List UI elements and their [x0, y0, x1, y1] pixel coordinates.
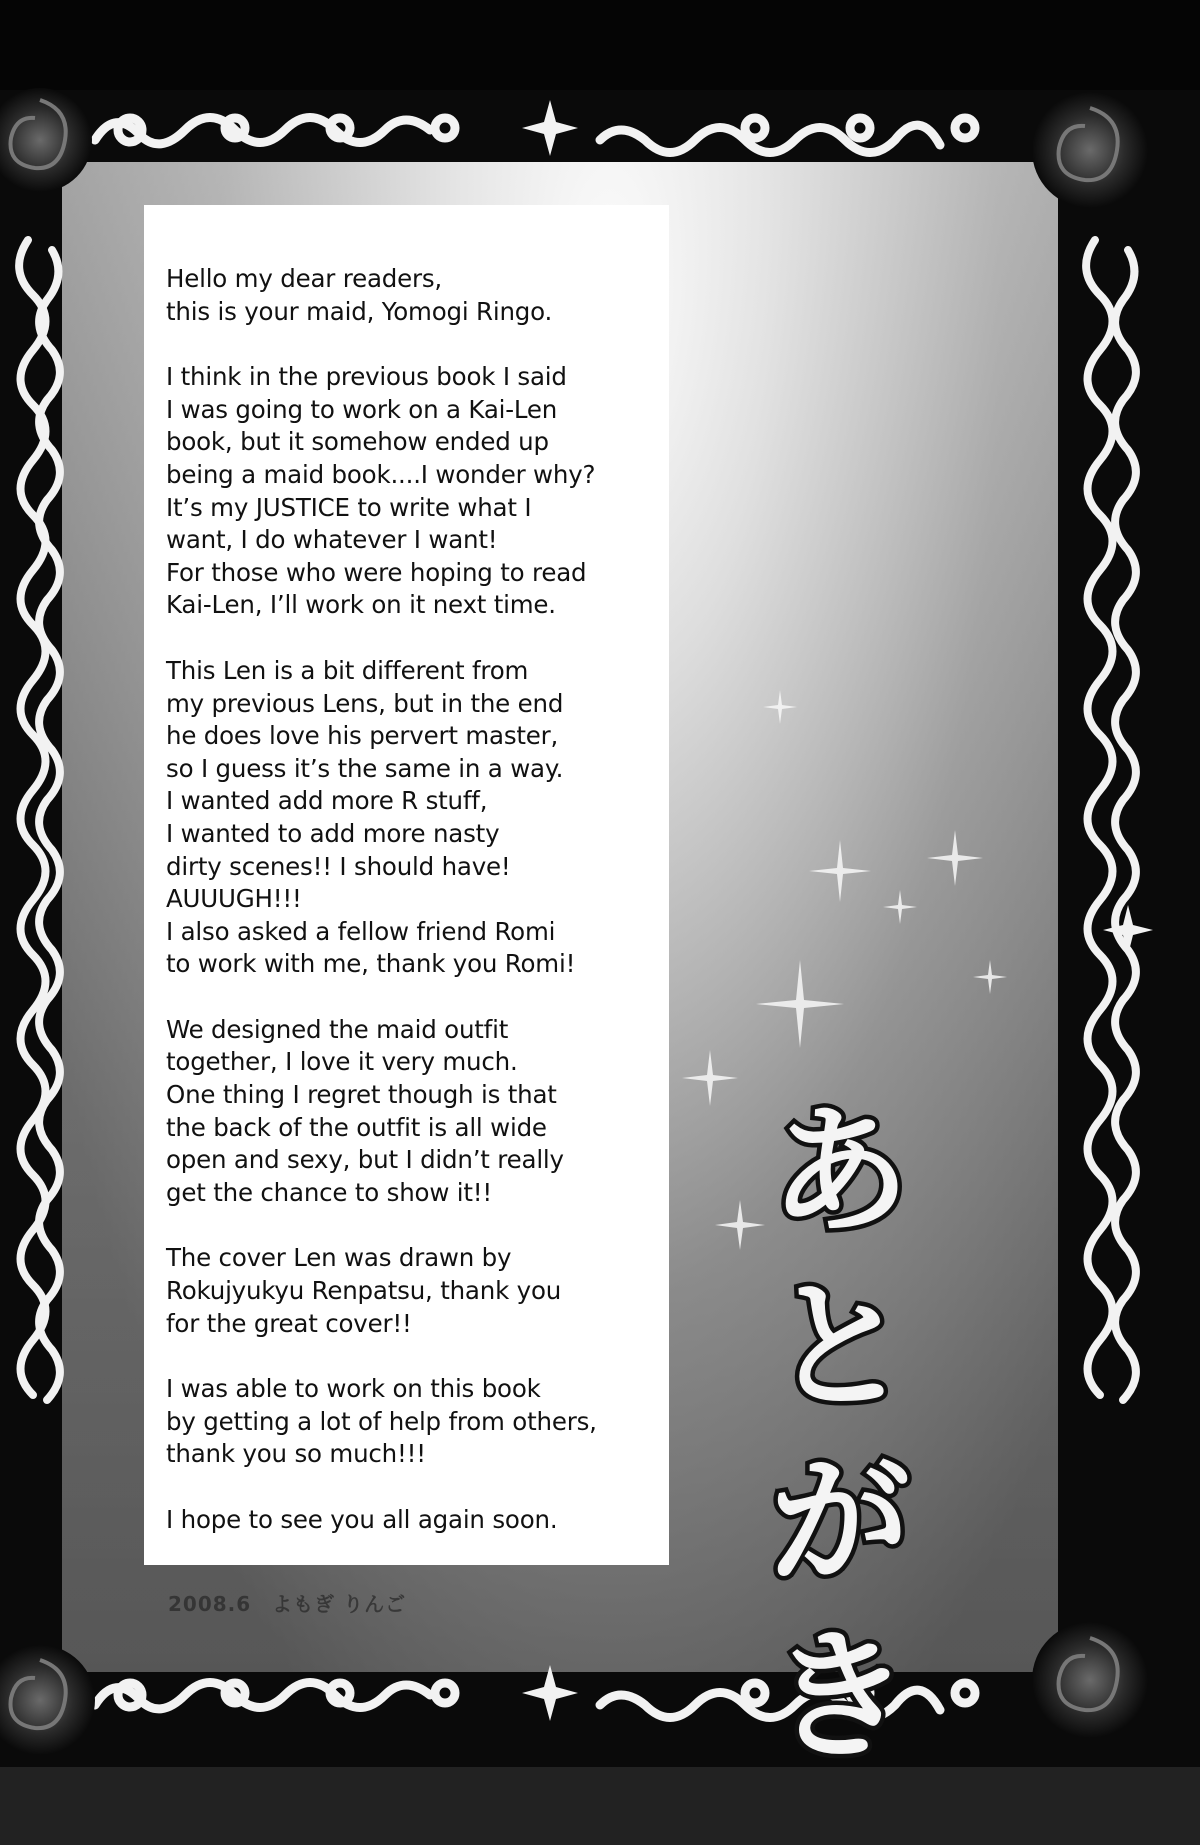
- title-char-1: あ: [769, 1091, 910, 1254]
- letter-paragraph-7: I hope to see you all again soon.: [166, 1505, 558, 1534]
- letter-paragraph-4: We designed the maid outfit together, I love it very much. One thing I regret though is that the back of the outfit is all wide open and sexy, but I didn’t really get the chance to show it!!: [166, 1014, 564, 1207]
- rose-top-right-icon: [1032, 92, 1148, 208]
- afterword-title: [760, 1085, 920, 1785]
- letter-paragraph-1: Hello my dear readers, this is your maid, Yomogi Ringo.: [166, 264, 553, 326]
- afterword-letter: [144, 205, 669, 1565]
- letter-paragraph-3: This Len is a bit different from my previous Lens, but in the end he does love his pervert master, so I guess it’s the same in a way. I wanted add more R stuff, I wanted to add more nasty dirty scenes!! I should have! AUUUGH!!! I also asked a fellow friend Romi to work with me, thank you Romi!: [166, 655, 576, 979]
- title-char-3: が: [769, 1441, 910, 1604]
- letter-paragraph-6: I was able to work on this book by getting a lot of help from others, thank you so much!!!: [166, 1374, 597, 1469]
- signature-date: 2008.6 よもぎ りんご: [168, 1592, 407, 1616]
- title-char-2: と: [769, 1266, 910, 1429]
- letter-paragraph-5: The cover Len was drawn by Rokujyukyu Renpatsu, thank you for the great cover!!: [166, 1243, 562, 1338]
- letter-paragraph-2: I think in the previous book I said I was going to work on a Kai-Len book, but it somehow ended up being a maid book....I wonder why? It’s my JUSTICE to write what I want, I do whatever I want! For those who were hoping to read Kai-Len, I’ll work on it next time.: [166, 362, 596, 620]
- title-char-4: き: [769, 1616, 910, 1779]
- rose-bottom-right-icon: [1032, 1622, 1148, 1738]
